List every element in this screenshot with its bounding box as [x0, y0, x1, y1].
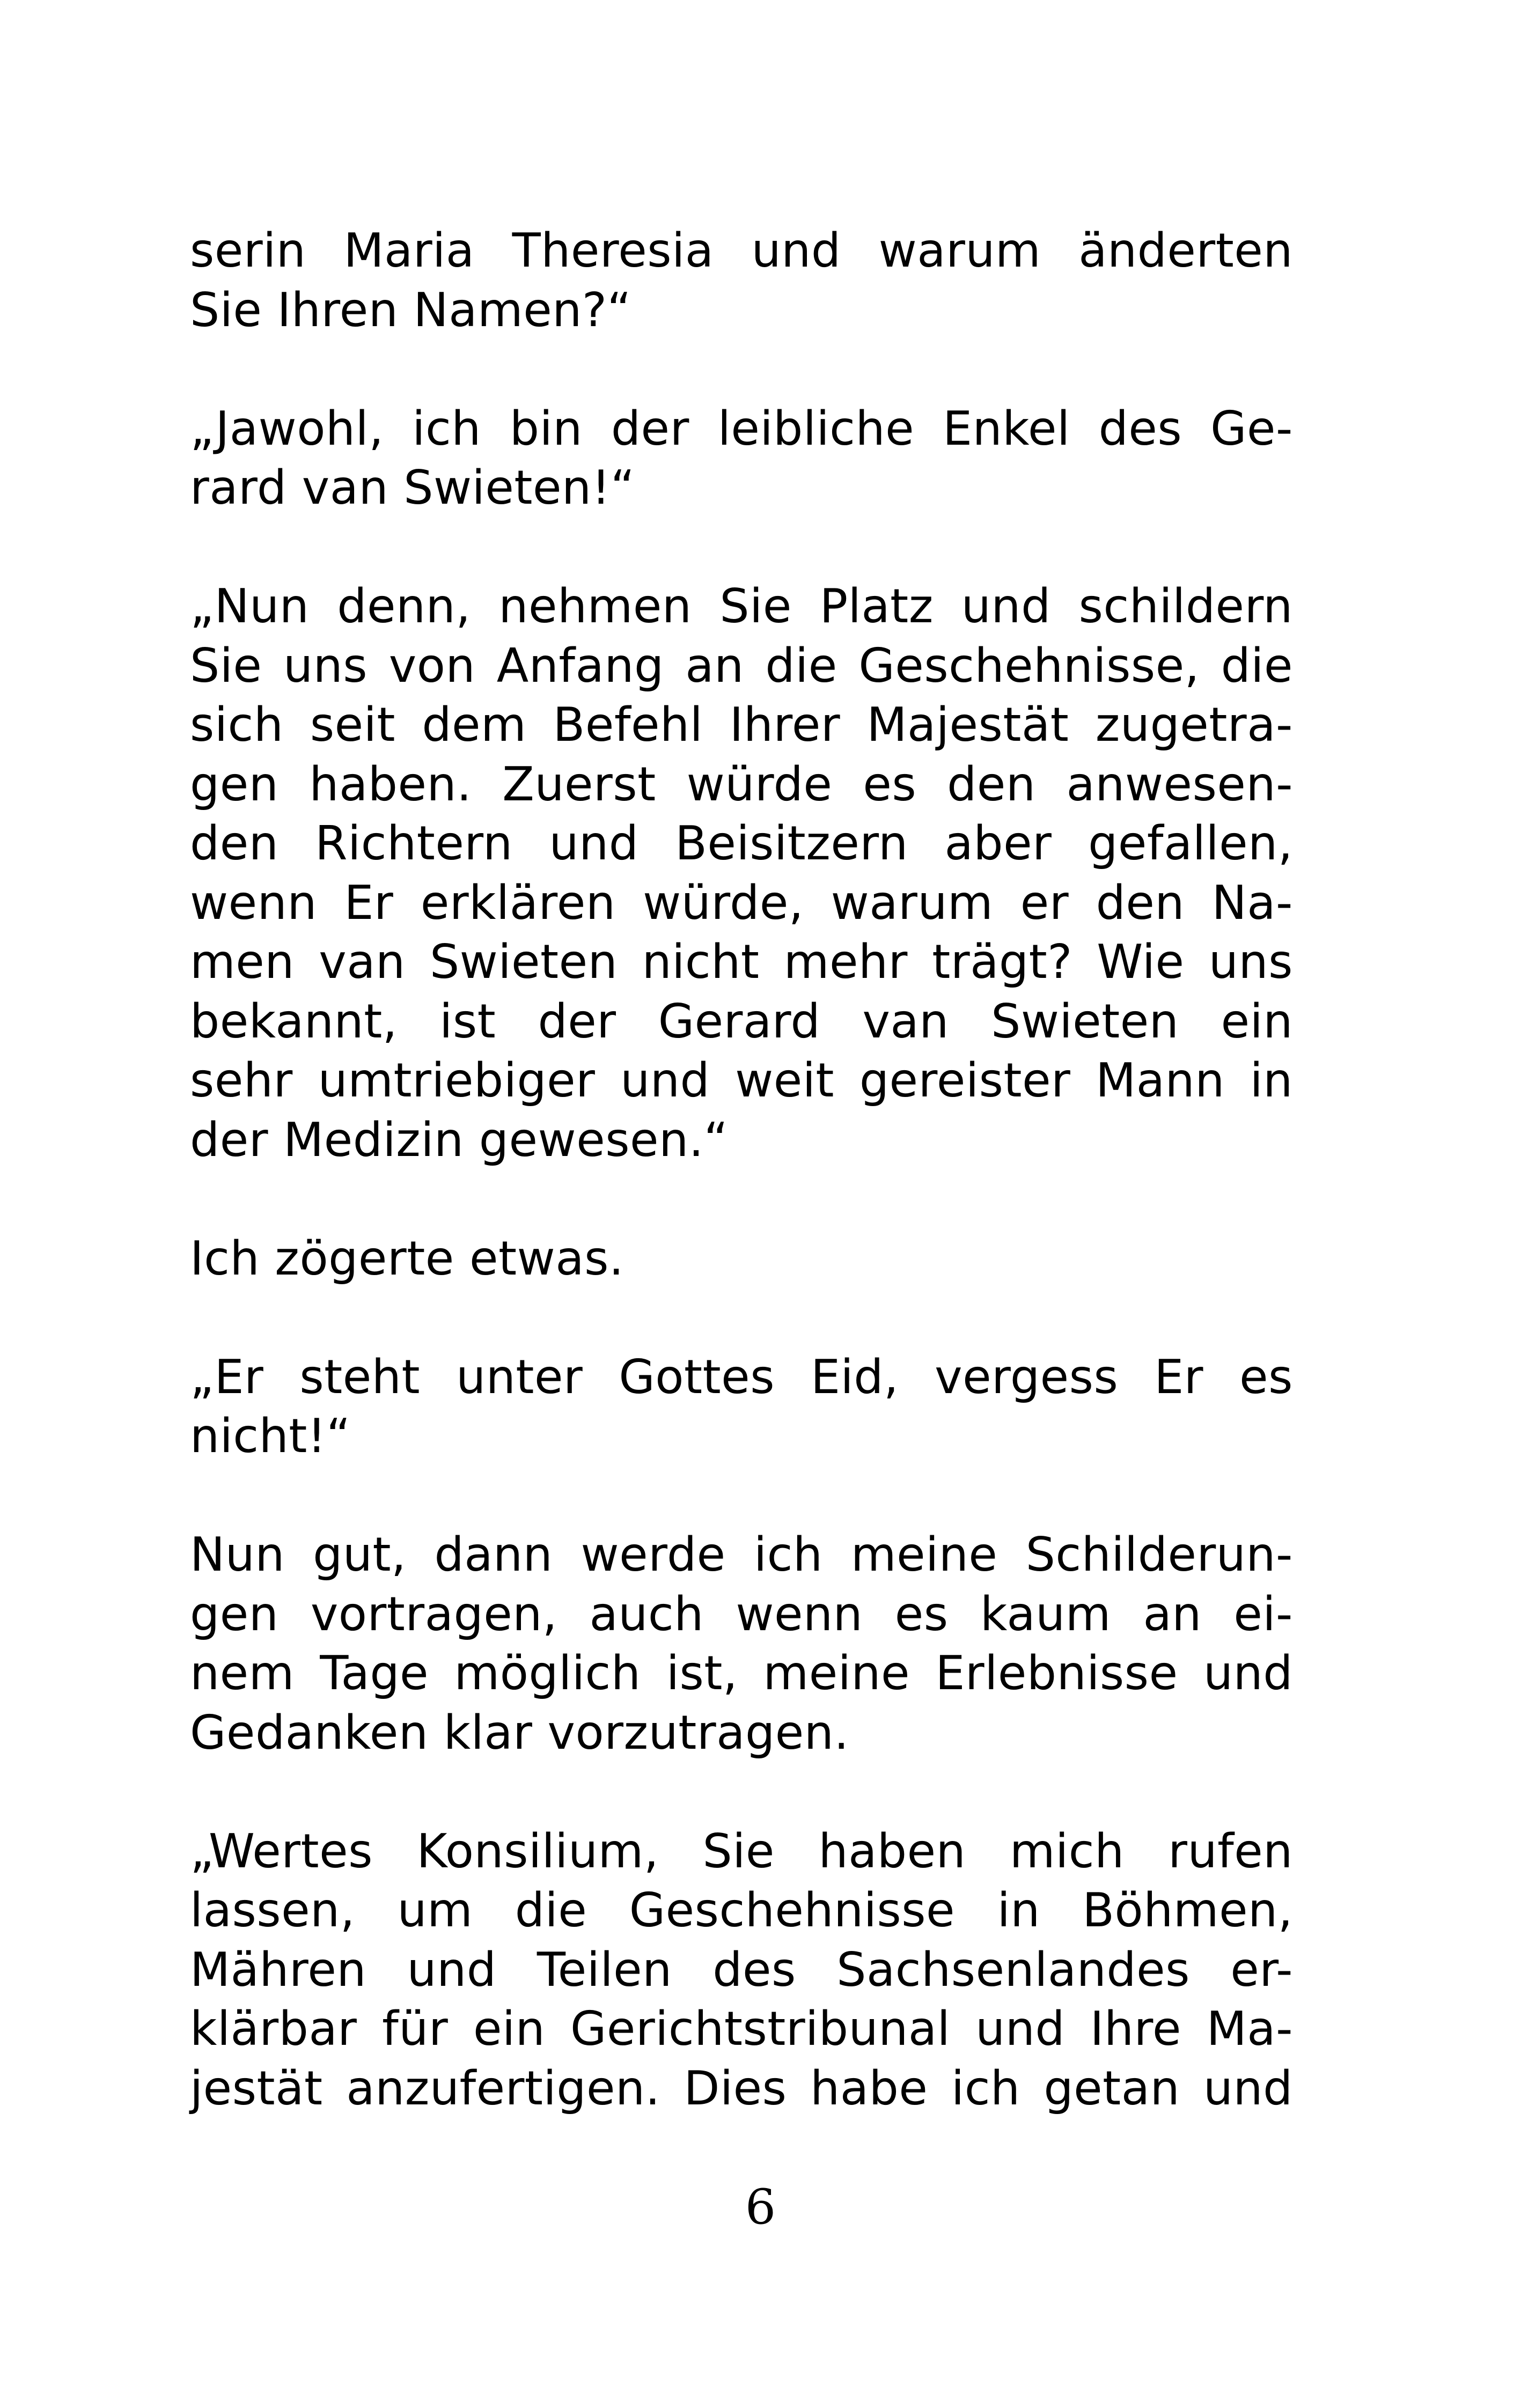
word: die: [515, 1883, 587, 1938]
word: klärbar: [190, 2001, 357, 2056]
word: den: [1096, 875, 1185, 930]
word: Sie: [719, 579, 792, 634]
word: des: [1098, 401, 1182, 456]
word: den: [947, 756, 1036, 812]
word: men: [190, 934, 295, 989]
text-line: [190, 458, 1293, 518]
word: gereister: [859, 1053, 1071, 1108]
word: Befehl: [553, 697, 703, 752]
word: mich: [1009, 1823, 1125, 1879]
word: aber: [944, 816, 1052, 871]
word: zugetra-: [1095, 697, 1293, 752]
word: haben: [818, 1823, 966, 1879]
word: Er: [344, 875, 394, 930]
text-line: [190, 577, 1293, 636]
text-line: [190, 1940, 1293, 2000]
word: an: [685, 638, 744, 693]
text-line: [190, 695, 1293, 755]
word: Ma-: [1206, 2001, 1293, 2056]
word: jestät: [190, 2060, 323, 2116]
word: meine: [763, 1646, 910, 1700]
word: „Wertes: [190, 1823, 373, 1879]
word: und: [1203, 2060, 1293, 2116]
word: und: [1203, 1646, 1293, 1700]
word: leibliche: [717, 401, 915, 456]
text-line: [190, 1525, 1293, 1585]
word: Mähren: [190, 1942, 367, 1997]
word: es: [863, 756, 917, 812]
word: die: [1221, 638, 1293, 693]
word: den: [190, 816, 279, 871]
word: Majestät: [866, 697, 1069, 752]
word: der: [611, 401, 689, 456]
word: Konsilium,: [416, 1823, 659, 1879]
word: ich: [753, 1527, 823, 1582]
word: und: [961, 579, 1051, 634]
word: kaum: [980, 1586, 1112, 1641]
word: Maria: [343, 223, 475, 278]
word: würde,: [643, 875, 804, 930]
text-line: [190, 1703, 1293, 1763]
word: wenn: [190, 875, 317, 930]
word: ein: [473, 2001, 546, 2056]
word: und: [407, 1942, 497, 1997]
text-line: [190, 399, 1293, 459]
word: an: [1143, 1586, 1202, 1641]
word: der: [538, 993, 616, 1049]
word: Erlebnisse: [935, 1646, 1178, 1700]
word: gen: [190, 756, 279, 812]
word: mehr: [783, 934, 908, 989]
word: in: [1250, 1053, 1293, 1108]
word: Gerard: [658, 993, 821, 1049]
word: bekannt,: [190, 993, 398, 1049]
text-line: [190, 1229, 1293, 1288]
word: würde: [686, 756, 833, 812]
word: gefallen,: [1088, 816, 1293, 871]
word: Sie: [702, 1823, 775, 1879]
word: Gottes: [619, 1349, 775, 1404]
text-line: [190, 873, 1293, 933]
word: Beisitzern: [675, 816, 908, 871]
word: Schilderun-: [1025, 1527, 1293, 1582]
word: „Jawohl,: [190, 401, 384, 456]
text-line: [190, 1999, 1293, 2059]
word: „Nun: [190, 579, 310, 634]
text-line: [190, 1881, 1293, 1940]
word: uns: [1208, 934, 1293, 989]
text-line: [190, 1347, 1293, 1407]
word: ich: [412, 401, 481, 456]
word: trägt?: [932, 934, 1072, 989]
word: Gedanken klar vorzutragen.: [190, 1705, 849, 1760]
word: van: [862, 993, 949, 1049]
text-line: [190, 281, 1293, 340]
word: Mann: [1096, 1053, 1225, 1108]
word: rufen: [1168, 1823, 1293, 1879]
word: sehr: [190, 1053, 293, 1108]
word: Böhmen,: [1082, 1883, 1293, 1938]
word: Dies: [684, 2060, 787, 2116]
word: es: [894, 1586, 949, 1641]
word: uns: [283, 638, 368, 693]
word: Sachsenlandes: [836, 1942, 1190, 1997]
word: um: [397, 1883, 473, 1938]
paragraph: [190, 1822, 1293, 2118]
word: Ihre: [1090, 2001, 1181, 2056]
word: Richtern: [315, 816, 513, 871]
word: ei-: [1233, 1586, 1293, 1641]
word: in: [997, 1883, 1040, 1938]
word: weit: [735, 1053, 835, 1108]
word: erklären: [420, 875, 616, 930]
word: und: [975, 2001, 1066, 2056]
text-line: [190, 755, 1293, 814]
word: Eid,: [811, 1349, 899, 1404]
word: „Er: [190, 1349, 264, 1404]
word: rard van Swieten!“: [190, 460, 635, 515]
word: nem: [190, 1646, 295, 1700]
word: Geschehnisse,: [858, 638, 1200, 693]
paragraph: [190, 1525, 1293, 1762]
word: Theresia: [512, 223, 714, 278]
word: Er: [1154, 1349, 1204, 1404]
word: bin: [509, 401, 583, 456]
word: für: [382, 2001, 449, 2056]
word: umtriebiger: [318, 1053, 596, 1108]
word: unter: [456, 1349, 583, 1404]
text-line: [190, 1051, 1293, 1110]
text-line: [190, 1585, 1293, 1644]
word: nicht: [642, 934, 760, 989]
word: haben.: [309, 756, 472, 812]
word: sich: [190, 697, 284, 752]
word: Tage: [320, 1646, 429, 1700]
word: denn,: [337, 579, 471, 634]
word: warum: [831, 875, 994, 930]
word: anwesen-: [1066, 756, 1293, 812]
word: habe: [810, 2060, 928, 2116]
page-number: 6: [745, 2179, 776, 2235]
word: warum: [878, 223, 1041, 278]
word: Wie: [1097, 934, 1185, 989]
word: lassen,: [190, 1883, 355, 1938]
word: gut,: [313, 1527, 407, 1582]
word: meine: [850, 1527, 998, 1582]
word: Gerichtstribunal: [570, 2001, 951, 2056]
word: nicht!“: [190, 1409, 351, 1463]
word: Nun: [190, 1527, 285, 1582]
word: Teilen: [537, 1942, 672, 1997]
word: von: [388, 638, 476, 693]
word: und: [620, 1053, 710, 1108]
text-line: [190, 2059, 1293, 2118]
word: Geschehnisse: [629, 1883, 956, 1938]
word: steht: [299, 1349, 421, 1404]
word: Ge-: [1210, 401, 1293, 456]
word: wenn: [736, 1586, 863, 1641]
word: anzufertigen.: [346, 2060, 660, 2116]
word: des: [712, 1942, 796, 1997]
word: Ihrer: [729, 697, 841, 752]
word: getan: [1044, 2060, 1180, 2116]
word: änderten: [1078, 223, 1293, 278]
word: Sie Ihren Namen?“: [190, 282, 632, 337]
word: dann: [434, 1527, 553, 1582]
text-line: [190, 932, 1293, 992]
paragraph: [190, 399, 1293, 518]
word: serin: [190, 223, 306, 278]
word: der Medizin gewesen.“: [190, 1112, 729, 1167]
paragraph: [190, 1347, 1293, 1466]
text-line: [190, 814, 1293, 873]
word: möglich: [454, 1646, 641, 1700]
word: Swieten: [429, 934, 618, 989]
word: die: [765, 638, 837, 693]
word: seit: [310, 697, 395, 752]
word: ein: [1221, 993, 1293, 1049]
word: ist: [439, 993, 496, 1049]
paragraph: [190, 221, 1293, 340]
word: schildern: [1078, 579, 1293, 634]
word: vergess: [935, 1349, 1119, 1404]
word: Swieten: [991, 993, 1179, 1049]
word: Platz: [819, 579, 934, 634]
word: und: [549, 816, 639, 871]
word: Sie: [190, 638, 262, 693]
word: vortragen,: [310, 1586, 558, 1641]
text-line: [190, 1110, 1293, 1170]
word: Na-: [1211, 875, 1293, 930]
word: auch: [589, 1586, 704, 1641]
body-text: [190, 221, 1293, 2177]
word: Zuerst: [502, 756, 656, 812]
word: er-: [1230, 1942, 1293, 1997]
word: ich: [951, 2060, 1020, 2116]
paragraph: [190, 577, 1293, 1169]
word: van: [319, 934, 406, 989]
paragraph: [190, 1229, 1293, 1288]
text-line: [190, 636, 1293, 696]
word: und: [751, 223, 841, 278]
word: ist,: [666, 1646, 738, 1700]
word: Anfang: [496, 638, 664, 693]
word: Enkel: [943, 401, 1070, 456]
text-line: [190, 992, 1293, 1051]
word: es: [1239, 1349, 1293, 1404]
word: nehmen: [498, 579, 692, 634]
word: gen: [190, 1586, 279, 1641]
word: er: [1020, 875, 1069, 930]
text-line: [190, 221, 1293, 281]
text-line: [190, 1406, 1293, 1466]
text-line: [190, 1644, 1293, 1703]
word: dem: [422, 697, 527, 752]
text-line: [190, 1822, 1293, 1881]
word: werde: [581, 1527, 726, 1582]
word: Ich zögerte etwas.: [190, 1231, 624, 1286]
